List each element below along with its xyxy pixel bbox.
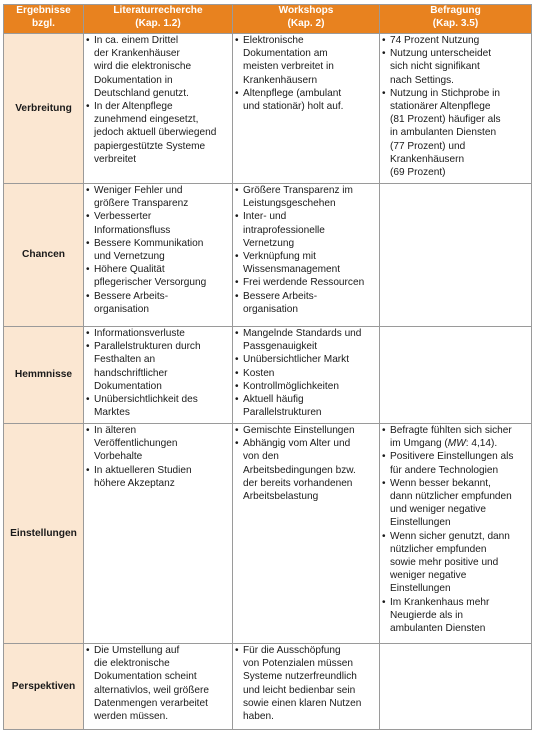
bullet-icon: • <box>86 394 90 406</box>
text-line: organisation <box>243 303 298 315</box>
cell-literature <box>84 327 233 424</box>
bullet-icon: • <box>86 464 90 476</box>
list-item <box>84 237 232 263</box>
bullet-list <box>233 184 379 316</box>
list-item <box>233 353 379 366</box>
list-item <box>84 464 232 490</box>
text-line: für andere Technologien <box>390 464 499 476</box>
list-item <box>84 424 232 464</box>
bullet-icon: • <box>382 48 386 60</box>
list-item <box>84 290 232 316</box>
list-item <box>84 100 232 166</box>
text-line: Passgenauigkeit <box>243 341 318 353</box>
table-row <box>4 34 532 184</box>
bullet-icon: • <box>382 477 386 489</box>
text-line: Krankenhäusern <box>390 153 465 165</box>
bullet-list <box>84 644 232 723</box>
text-line: sich nicht signifikant <box>390 61 480 73</box>
text-line: Arbeitsbelastung <box>243 491 319 503</box>
text-line: Datenmengen verarbeitet <box>94 697 208 709</box>
text-line: Wenn besser bekannt, <box>390 477 491 489</box>
list-item <box>233 34 379 87</box>
text-line: Bessere Arbeits- <box>243 290 318 302</box>
text-line: papiergestützte Systeme <box>94 140 206 152</box>
bullet-icon: • <box>86 185 90 196</box>
table-row <box>4 184 532 327</box>
bullet-icon: • <box>382 87 386 99</box>
text-line: In der Altenpflege <box>94 101 173 113</box>
cell-literature <box>84 184 233 327</box>
text-line: Marktes <box>94 407 130 419</box>
text-line: Deutschland genutzt. <box>94 87 189 99</box>
bullet-icon: • <box>86 425 90 436</box>
cell-workshops <box>233 644 380 730</box>
text-line: werden müssen. <box>94 711 169 723</box>
text-line: meisten verbreitet in <box>243 61 334 73</box>
cell-survey <box>380 34 532 184</box>
bullet-icon: • <box>235 277 239 289</box>
text-line: Arbeitsbedingungen bzw. <box>243 464 356 476</box>
list-item <box>380 530 531 596</box>
text-line: Gemischte Einstellungen <box>243 425 355 436</box>
bullet-icon: • <box>382 425 386 436</box>
list-item <box>84 340 232 393</box>
text-line: Frei werdende Ressourcen <box>243 277 365 289</box>
list-item <box>233 327 379 353</box>
cell-survey <box>380 184 532 327</box>
text-line: und Vernetzung <box>94 251 165 263</box>
bullet-icon: • <box>86 35 90 46</box>
header-survey: Befragung (Kap. 3.5) <box>380 5 532 34</box>
text-line: und stationär) holt auf. <box>243 101 344 113</box>
header-literature-review: Literaturrecherche (Kap. 1.2) <box>84 5 233 34</box>
cell-workshops <box>233 424 380 644</box>
list-item <box>380 87 531 179</box>
text-line: Bessere Kommunikation <box>94 237 204 249</box>
text-line: von Potenzialen müssen <box>243 658 353 670</box>
text-line: Dokumentation in <box>94 74 173 86</box>
text-line: haben. <box>243 711 274 723</box>
list-item <box>233 290 379 316</box>
text-line: und leicht bedienbar sein <box>243 684 356 696</box>
bullet-icon: • <box>86 290 90 302</box>
text-line: Für die Ausschöpfung <box>243 645 341 656</box>
text-line: Festhalten an <box>94 354 156 366</box>
bullet-list <box>380 34 531 179</box>
text-line: im Umgang (MW: 4,14). <box>390 438 498 450</box>
text-line: von den <box>243 451 279 463</box>
list-item <box>233 380 379 393</box>
list-item <box>233 250 379 276</box>
cell-literature <box>84 34 233 184</box>
list-item <box>84 263 232 289</box>
table-row <box>4 327 532 424</box>
text-line: weniger negative <box>390 570 467 582</box>
bullet-list <box>233 424 379 503</box>
text-line: höhere Akzeptanz <box>94 477 175 489</box>
text-line: sowie einen klaren Nutzen <box>243 697 362 709</box>
cell-workshops <box>233 34 380 184</box>
text-line: Altenpflege (ambulant <box>243 87 342 99</box>
text-line: und weniger negative <box>390 504 486 516</box>
text-line: Leistungsgeschehen <box>243 198 336 210</box>
list-item <box>380 477 531 530</box>
bullet-icon: • <box>235 185 239 196</box>
text-line: pflegerischer Versorgung <box>94 277 207 289</box>
list-item <box>84 327 232 340</box>
text-line: jedoch aktuell überwiegend <box>94 127 217 139</box>
text-line: stationärer Altenpflege <box>390 101 491 113</box>
text-line: Mangelnde Standards und <box>243 328 362 339</box>
text-line: Befragte fühlten sich sicher <box>390 425 512 436</box>
bullet-icon: • <box>382 596 386 608</box>
bullet-icon: • <box>235 328 239 339</box>
list-item <box>233 393 379 419</box>
bullet-list <box>233 34 379 113</box>
list-item <box>233 644 379 723</box>
bullet-icon: • <box>86 645 90 656</box>
list-item <box>84 644 232 723</box>
text-line: Im Krankenhaus mehr <box>390 596 490 608</box>
results-table <box>3 4 532 730</box>
text-line: Verknüpfung mit <box>243 251 316 263</box>
text-line: Nutzung in Stichprobe in <box>390 87 500 99</box>
text-line: Systeme nutzerfreundlich <box>243 671 357 683</box>
row-label: Chancen <box>4 184 84 327</box>
bullet-list <box>380 424 531 635</box>
bullet-icon: • <box>235 354 239 366</box>
list-item <box>380 450 531 476</box>
text-line: 74 Prozent Nutzung <box>390 35 480 46</box>
bullet-icon: • <box>86 237 90 249</box>
bullet-icon: • <box>235 394 239 406</box>
text-line: Vernetzung <box>243 237 295 249</box>
bullet-icon: • <box>382 35 386 46</box>
text-line: Kosten <box>243 367 275 379</box>
text-line: Krankenhäusern <box>243 74 318 86</box>
text-line: Nutzung unterscheidet <box>390 48 492 60</box>
bullet-icon: • <box>235 87 239 99</box>
text-line: Wenn sicher genutzt, dann <box>390 530 510 542</box>
text-line: nach Settings. <box>390 74 454 86</box>
text-line: (77 Prozent) und <box>390 140 466 152</box>
cell-literature <box>84 644 233 730</box>
bullet-icon: • <box>235 367 239 379</box>
row-label: Verbreitung <box>4 34 84 184</box>
header-row <box>4 5 532 34</box>
list-item <box>233 367 379 380</box>
list-item <box>233 87 379 113</box>
text-line: Abhängig vom Alter und <box>243 438 351 450</box>
cell-survey <box>380 327 532 424</box>
text-line: organisation <box>94 303 149 315</box>
bullet-list <box>233 644 379 723</box>
text-line: ambulanten Diensten <box>390 623 486 635</box>
text-line: Bessere Arbeits- <box>94 290 169 302</box>
list-item <box>380 424 531 450</box>
text-line: Inter- und <box>243 211 287 223</box>
text-line: Einstellungen <box>390 583 451 595</box>
list-item <box>84 184 232 210</box>
bullet-icon: • <box>235 425 239 436</box>
row-label: Perspektiven <box>4 644 84 730</box>
bullet-list <box>84 34 232 166</box>
text-line: (81 Prozent) häufiger als <box>390 114 501 126</box>
header-workshops: Workshops (Kap. 2) <box>233 5 380 34</box>
text-line: nützlicher empfunden <box>390 543 487 555</box>
bullet-list <box>84 327 232 419</box>
text-line: Veröffentlichungen <box>94 438 178 450</box>
text-line: in ambulanten Diensten <box>390 127 497 139</box>
text-line: zunehmend eingesetzt, <box>94 114 199 126</box>
bullet-icon: • <box>235 380 239 392</box>
text-line: Dokumentation am <box>243 48 328 60</box>
text-line: Größere Transparenz im <box>243 185 353 196</box>
cell-workshops <box>233 184 380 327</box>
text-line: Dokumentation <box>94 380 162 392</box>
text-line: alternativlos, weil größere <box>94 684 210 696</box>
table-row <box>4 644 532 730</box>
text-line: Wissensmanagement <box>243 264 341 276</box>
text-line: Einstellungen <box>390 517 451 529</box>
bullet-icon: • <box>235 35 239 46</box>
list-item <box>84 34 232 100</box>
text-line: Kontrollmöglichkeiten <box>243 380 339 392</box>
list-item <box>380 596 531 636</box>
text-line: Vorbehalte <box>94 451 143 463</box>
text-line: Unübersichtlicher Markt <box>243 354 350 366</box>
text-line: Unübersichtlichkeit des <box>94 394 198 406</box>
text-line: (69 Prozent) <box>390 167 446 179</box>
bullet-icon: • <box>86 101 90 113</box>
list-item <box>233 184 379 210</box>
list-item <box>84 210 232 236</box>
text-line: Neugierde als in <box>390 609 463 621</box>
cell-workshops <box>233 327 380 424</box>
bullet-icon: • <box>382 530 386 542</box>
list-item <box>380 34 531 47</box>
bullet-icon: • <box>86 328 90 339</box>
bullet-icon: • <box>235 251 239 263</box>
header-results-regarding: Ergebnisse bzgl. <box>4 5 84 34</box>
bullet-list <box>84 424 232 490</box>
list-item <box>380 47 531 87</box>
bullet-icon: • <box>235 645 239 656</box>
text-line: Parallelstrukturen <box>243 407 322 419</box>
bullet-icon: • <box>382 451 386 463</box>
text-line: verbreitet <box>94 153 137 165</box>
text-line: die elektronische <box>94 658 170 670</box>
text-line: der bereits vorhandenen <box>243 477 353 489</box>
text-line: Höhere Qualität <box>94 264 165 276</box>
cell-survey <box>380 644 532 730</box>
text-line: In älteren <box>94 425 137 436</box>
bullet-list <box>84 184 232 316</box>
text-line: der Krankenhäuser <box>94 48 180 60</box>
list-item <box>233 276 379 289</box>
text-line: Die Umstellung auf <box>94 645 180 656</box>
list-item <box>233 437 379 503</box>
row-label: Einstellungen <box>4 424 84 644</box>
list-item <box>84 393 232 419</box>
text-line: größere Transparenz <box>94 198 189 210</box>
bullet-icon: • <box>86 341 90 353</box>
text-line: sowie mehr positive und <box>390 557 499 569</box>
text-line: intraprofessionelle <box>243 224 325 236</box>
bullet-icon: • <box>235 438 239 450</box>
cell-survey <box>380 424 532 644</box>
cell-literature <box>84 424 233 644</box>
text-line: In ca. einem Drittel <box>94 35 179 46</box>
text-line: Dokumentation scheint <box>94 671 197 683</box>
list-item <box>233 210 379 250</box>
text-line: handschriftlicher <box>94 367 168 379</box>
text-line: Elektronische <box>243 35 304 46</box>
text-line: wird die elektronische <box>94 61 192 73</box>
bullet-icon: • <box>235 211 239 223</box>
text-line: Parallelstrukturen durch <box>94 341 201 353</box>
bullet-icon: • <box>86 264 90 276</box>
text-line: In aktuelleren Studien <box>94 464 192 476</box>
text-line: Verbesserter <box>94 211 152 223</box>
row-label: Hemmnisse <box>4 327 84 424</box>
bullet-icon: • <box>86 211 90 223</box>
text-line: Informationsverluste <box>94 328 185 339</box>
text-line: Aktuell häufig <box>243 394 304 406</box>
table-row <box>4 424 532 644</box>
text-line: Informationsfluss <box>94 224 171 236</box>
text-line: Weniger Fehler und <box>94 185 183 196</box>
list-item <box>233 424 379 437</box>
bullet-list <box>233 327 379 419</box>
text-line: Positivere Einstellungen als <box>390 451 514 463</box>
text-line: dann nützlicher empfunden <box>390 491 512 503</box>
bullet-icon: • <box>235 290 239 302</box>
